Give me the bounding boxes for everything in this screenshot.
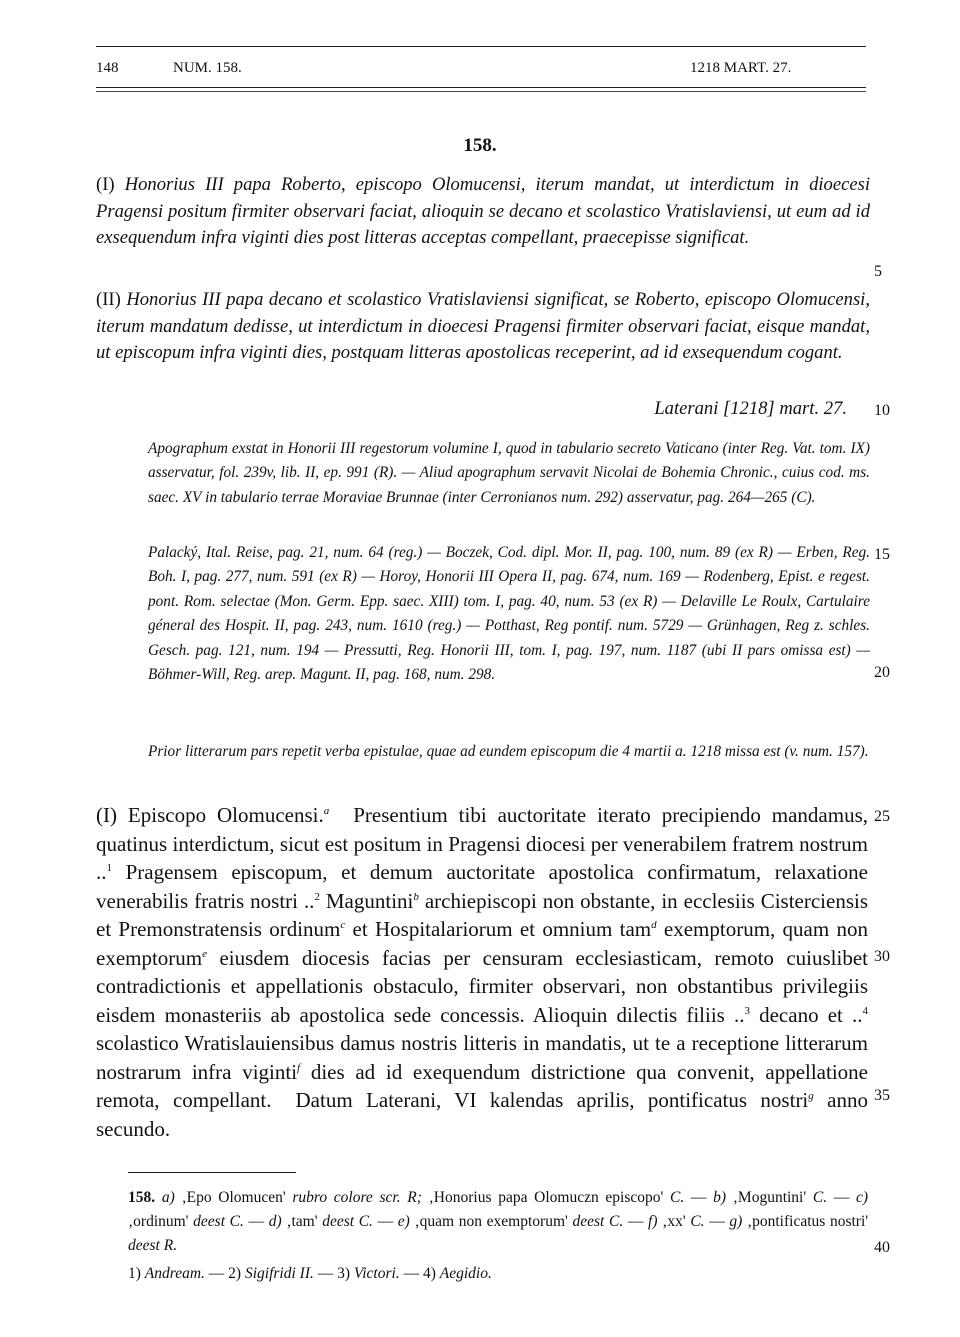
regest-paragraph-2	[96, 287, 870, 367]
variant-marker: c	[340, 919, 346, 931]
editions-note: Palacký, Ital. Reise, pag. 21, num. 64 (reg.) — Boczek, Cod. dipl. Mor. II, pag. 100, num. 89 (ex R) — Erben, Reg. Boh. I, pag. 277, num. 591 (ex R) — Horoy, Honorii III Opera II, pag. 674, num. 169 — Rodenberg, Epist. e regest. pont. Rom. selectae (Mon. Germ. Epp. saec. XIII) tom. I, pag. 40, num. 53 (ex R) — Delaville Le Roulx, Cartulaire géneral des Hospit. II, pag. 243, num. 1610 (reg.) — Potthast, Reg pontif. num. 5729 — Grünhagen, Reg z. schles. Gesch. pag. 121, num. 194 — Pressutti, Reg. Honorii III, tom. I, pag. 197, num. 1187 (ubi II pars omissa est) — Böhmer-Will, Reg. arep. Magunt. II, pag. 168, num. 298.	[148, 544, 870, 684]
variant-label: g)	[729, 1213, 743, 1230]
footnote-number: 1)	[128, 1265, 141, 1282]
line-number: 5	[874, 263, 882, 280]
footnote-text: Aegidio.	[439, 1265, 492, 1282]
variant-reading: ‚xx'	[657, 1213, 691, 1230]
header-rule-bottom-thin	[96, 91, 866, 92]
line-number: 15	[874, 546, 890, 563]
running-head	[96, 60, 866, 82]
variant-marker: d	[651, 919, 657, 931]
variant-reading: ‚ordinum'	[128, 1213, 194, 1230]
variant-label: a)	[161, 1189, 175, 1206]
dateline: Laterani [1218] mart. 27.	[654, 398, 847, 419]
variant-reading: ‚pontificatus nostri'	[742, 1213, 869, 1230]
footnote-number: 3)	[337, 1265, 351, 1282]
footnote-text: Andream.	[144, 1265, 205, 1282]
text-segment: Pragensem episcopum, et demum auctoritate apostolica confirmatum, relaxatione venerabilis fratris nostri ..	[96, 860, 868, 913]
footnotes: 1) Andream. — 2) Sigifridi II. — 3) Victori. — 4) Aegidio.	[128, 1265, 492, 1282]
apparatus-number: 158.	[128, 1189, 156, 1206]
footnote-text: Victori.	[353, 1265, 400, 1282]
line-number: 10	[874, 402, 890, 419]
text-segment: eiusdem diocesis facias per censuram ecclesiasticam, remoto cuiuslibet contradictionis et appellationis obstaculo, firmiter observari, non obstantibus privilegiis eisdem monasteriis ab apostolica sede concessis. Alioquin dilectis filiis ..	[96, 945, 868, 1027]
variant-label: d)	[268, 1213, 282, 1230]
variant-label: c)	[855, 1189, 869, 1206]
regest-paragraph-1	[96, 172, 870, 252]
variant-label: e)	[397, 1213, 410, 1230]
regest-text: Honorius III papa Roberto, episcopo Olomucensi, iterum mandat, ut interdictum in dioecesi Pragensi positum firmiter observari faciat, alioquin se decano et scolastico Vratislaviensi, ut eum ad id exsequendum infra viginti dies post litteras acceptas compellant, praecepisse significat.	[96, 174, 870, 248]
variant-siglum: C.	[812, 1189, 828, 1206]
remark-note: Prior litterarum pars repetit verba epistulae, quae ad eundem episcopum die 4 martii a. 1218 missa est (v. num. 157).	[148, 743, 869, 760]
variant-marker: g	[808, 1090, 814, 1102]
document-reference: NUM. 158.	[173, 60, 242, 76]
regest-tag: (I)	[96, 174, 115, 195]
header-rule-top	[96, 46, 866, 47]
footnote-marker: 1	[106, 862, 112, 874]
tradition-note: Apographum exstat in Honorii III regestorum volumine I, quod in tabulario secreto Vaticano (inter Reg. Vat. tom. IX) asservatur, fol. 239v, lib. II, ep. 991 (R). — Aliud apographum servavit Nicolai de Bohemia Chronic., cuius cod. ms. saec. XV in tabulario terrae Moraviae Brunnae (inter Cerronianos num. 292) asservatur, pag. 264—265 (C).	[148, 440, 870, 506]
footnote-number: 4)	[422, 1265, 436, 1282]
line-number: 35	[874, 1087, 890, 1104]
text-segment: et Hospitalariorum et omnium tam	[345, 917, 652, 941]
text-segment: exemptorum, quam non exemptorum	[96, 917, 868, 970]
variant-remark: deest C.	[193, 1213, 244, 1230]
text-segment: Presentium tibi auctoritate iterato precipiendo mandamus, quatinus interdictum, sicut est positum in Pragensi diocesi per venerabilem fratrem nostrum ..	[96, 803, 869, 884]
regest-tag: (II)	[96, 289, 121, 310]
variant-marker: f	[297, 1061, 301, 1074]
document-number: 158.	[463, 135, 497, 156]
variant-remark: deest R.	[128, 1237, 178, 1254]
footnote-marker: 4	[862, 1004, 868, 1017]
line-number: 30	[874, 948, 890, 965]
text-segment: Maguntini	[319, 888, 414, 913]
header-date: 1218 MART. 27.	[690, 60, 792, 76]
variant-apparatus: 158. a) ‚Epo Olomucen' rubro colore scr. R; ‚Honorius papa Olomuczn episcopo' C. — b) ‚Moguntini' C. — c) ‚ordinum' deest C. — d) ‚tam' deest C. — e) ‚quam non exemptorum' deest C. — f) ‚xx' C. — g) ‚pontificatus nostri' deest R.	[128, 1189, 869, 1254]
text-segment: archiepiscopi non obstante, in ecclesiis Cisterciensis et Premonstratensis ordinum	[96, 888, 869, 941]
text-segment: scolastico Wratislauiensibus damus nostris litteris in mandatis, ut te a receptione litterarum nostrarum infra viginti	[96, 1031, 868, 1084]
variant-remark: rubro colore scr. R;	[292, 1189, 422, 1206]
variant-label: b)	[713, 1189, 727, 1206]
variant-siglum: C.	[670, 1189, 685, 1206]
page-number: 148	[96, 60, 119, 76]
footnote-rule	[128, 1172, 296, 1173]
text-segment: decano et ..	[749, 1002, 863, 1027]
variant-reading: ‚quam non exemptorum'	[409, 1213, 573, 1230]
variant-reading: ‚Moguntini'	[726, 1189, 813, 1206]
variant-marker: a	[323, 805, 330, 817]
footnote-number: 2)	[228, 1265, 242, 1282]
address: Episcopo Olomucensi.	[127, 803, 324, 827]
main-tag: (I)	[96, 803, 117, 827]
line-number: 25	[874, 808, 890, 825]
footnote-marker: 3	[744, 1004, 750, 1017]
footnote-text: Sigifridi II.	[244, 1265, 314, 1282]
line-number: 40	[874, 1239, 890, 1256]
text-segment: dies ad id exequendum districtione qua convenit, appellatione remota, compellant.	[96, 1059, 868, 1112]
variant-reading: ‚Honorius papa Olomuczn episcopo'	[421, 1189, 670, 1206]
variant-reading: ‚Epo Olomucen'	[174, 1189, 293, 1206]
variant-label: f)	[648, 1213, 658, 1230]
datum-clause: Datum Laterani, VI kalendas aprilis, pontificatus nostri	[295, 1088, 809, 1112]
regest-text: Honorius III papa decano et scolastico Vratislaviensi significat, se Roberto, episcopo Olomucensi, iterum mandatum dedisse, ut interdictum in dioecesi Pragensi firmiter observari faciat, eisque mandat, ut episcopum infra viginti dies, postquam litteras apostolicas receperint, ad id exsequendum cogant.	[96, 289, 870, 363]
main-text	[96, 801, 868, 1143]
variant-marker: b	[413, 890, 419, 903]
variant-reading: ‚tam'	[281, 1213, 323, 1230]
variant-marker: e	[202, 947, 208, 960]
variant-remark: deest C.	[322, 1213, 373, 1230]
footnote-marker: 2	[314, 890, 320, 903]
variant-remark: deest C.	[572, 1213, 624, 1230]
line-number: 20	[874, 664, 890, 681]
text-segment: anno secundo.	[96, 1088, 869, 1141]
header-rule-bottom	[96, 87, 866, 88]
variant-siglum: C.	[690, 1213, 705, 1230]
